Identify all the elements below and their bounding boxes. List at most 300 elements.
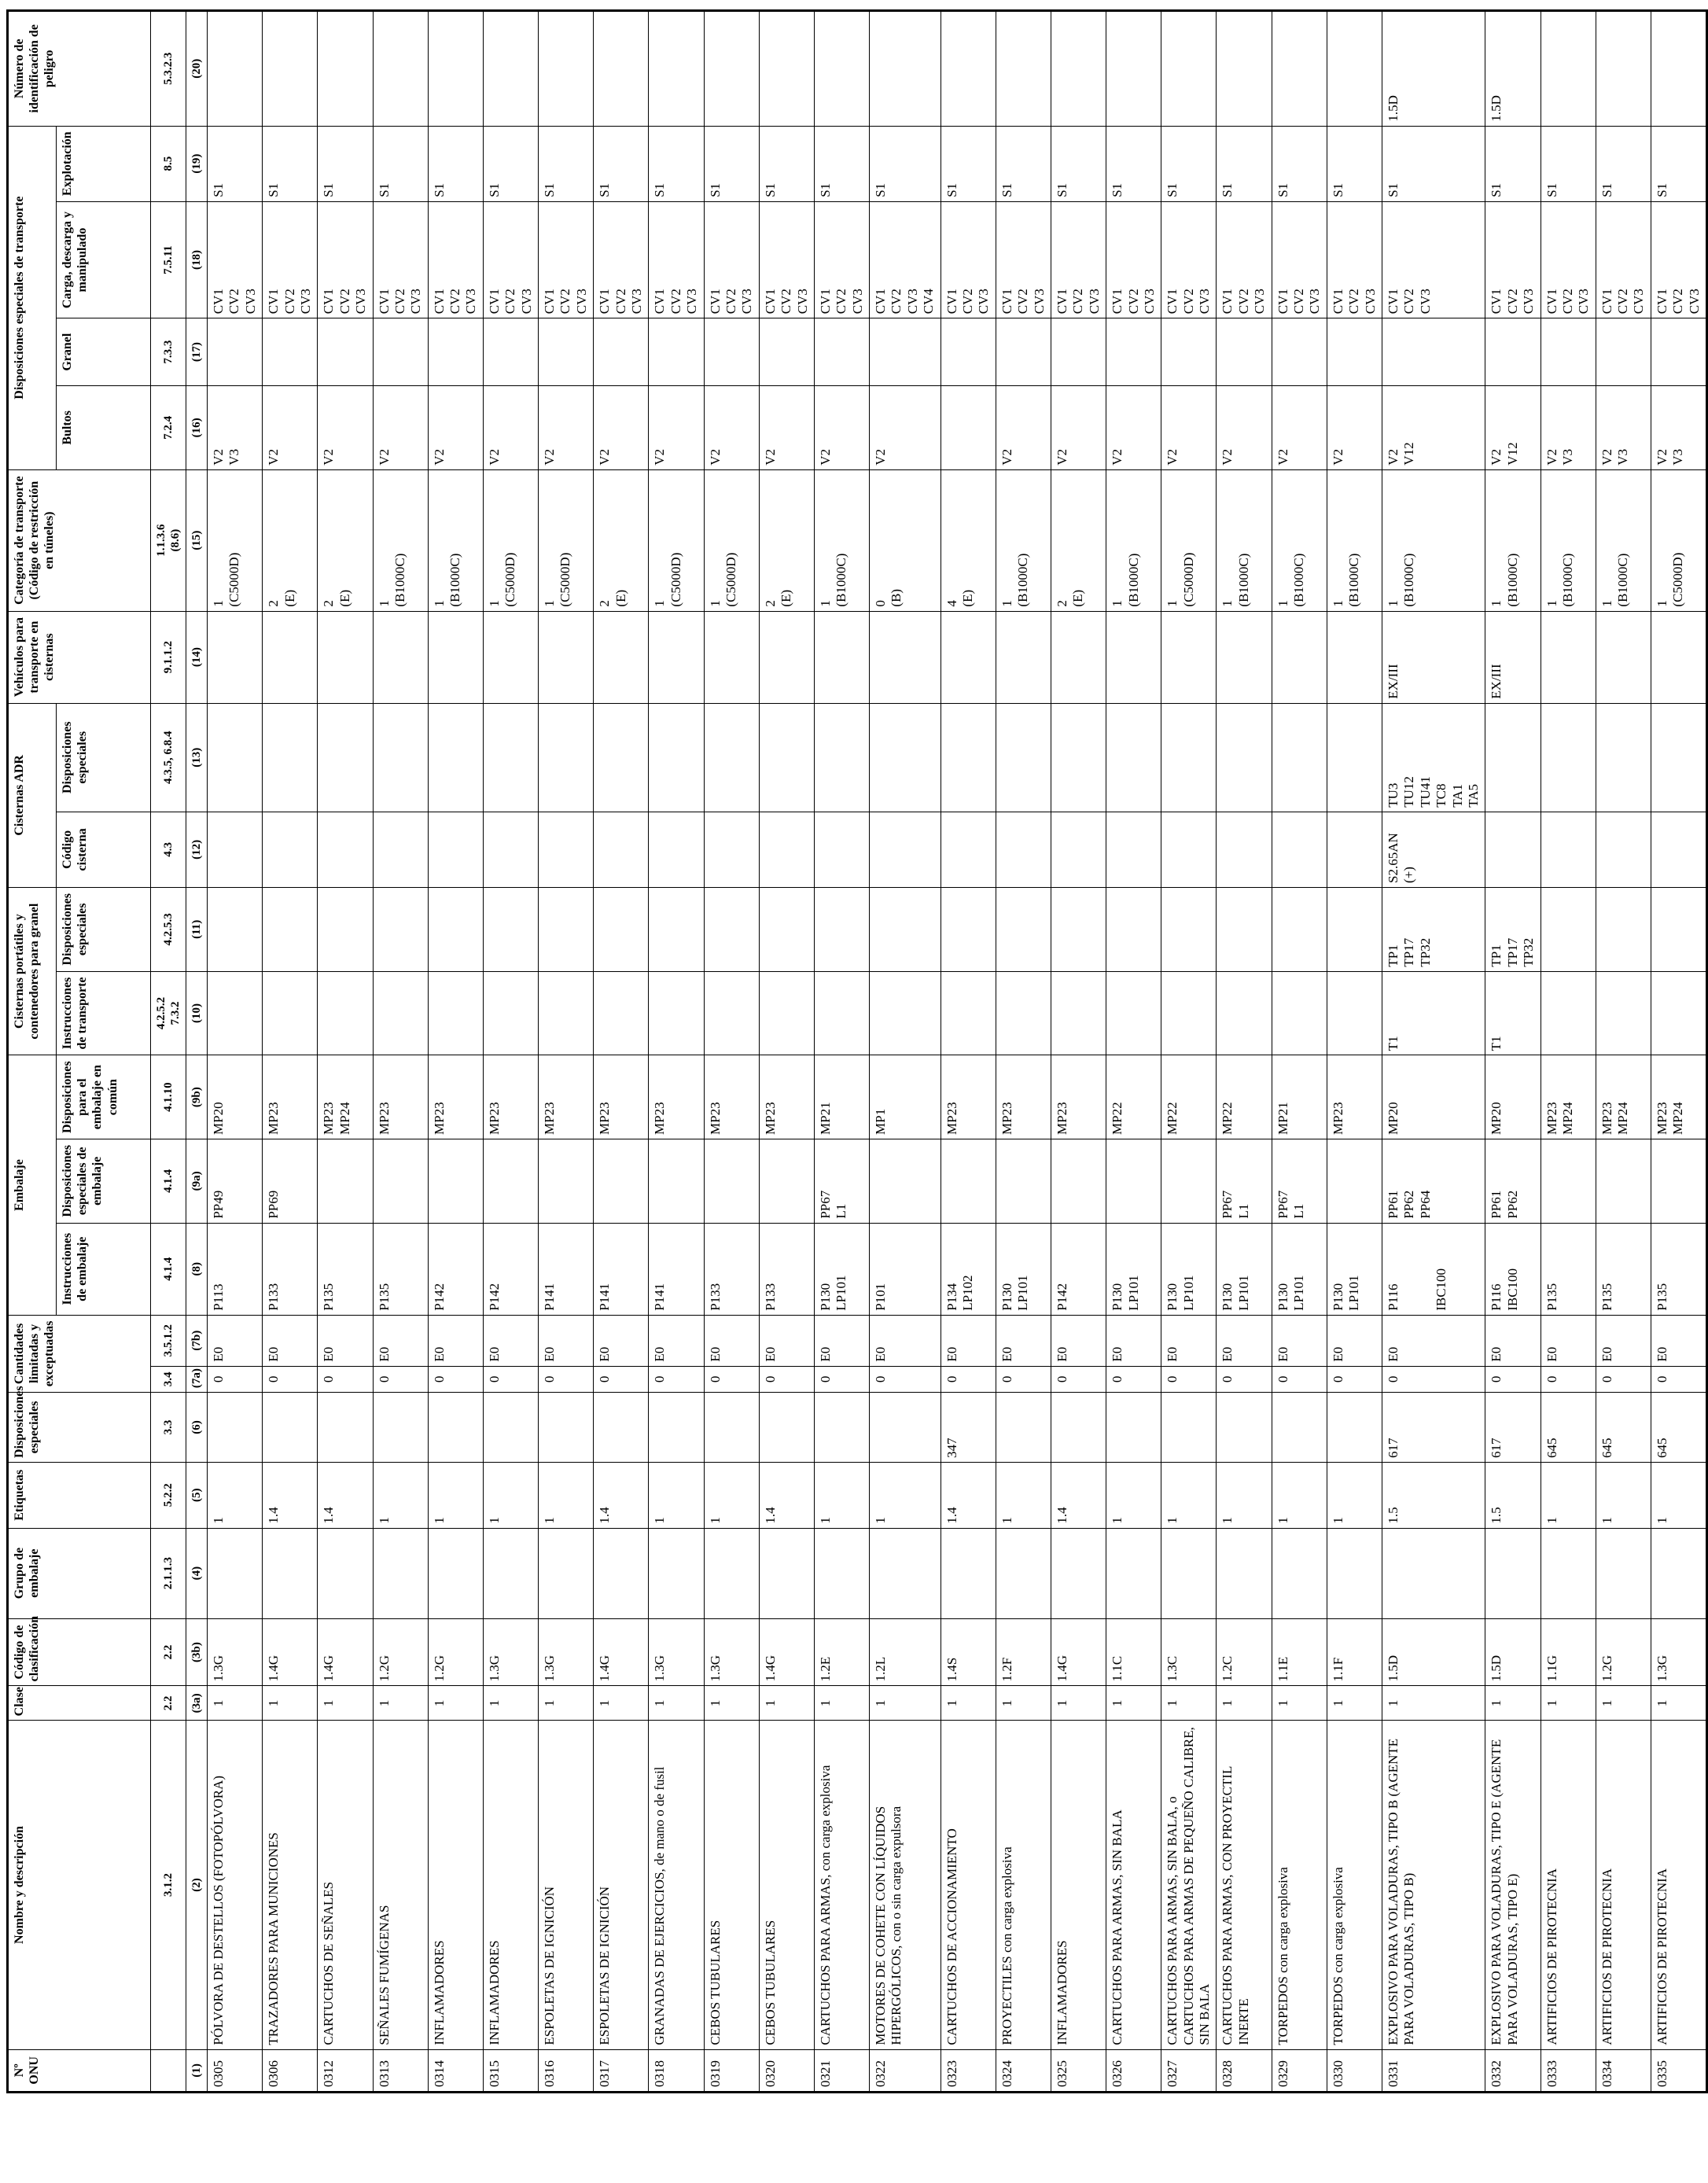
cell-operation-provision: S1: [996, 126, 1051, 201]
ref-cell: 9.1.1.2: [151, 611, 186, 703]
cell-limited-quantity: 0: [373, 1366, 428, 1392]
cell-packing-special-provision: [704, 1139, 759, 1223]
cell-hazard-id: [539, 11, 594, 127]
cell-packing-instruction: P116 IBC100: [1485, 1223, 1541, 1315]
cell-special-provisions: 617: [1485, 1393, 1541, 1463]
cell-operation-provision: S1: [263, 126, 318, 201]
cell-tank-special-provision: [704, 887, 759, 971]
cell-packages-provision: [941, 386, 996, 470]
cell-limited-quantity: 0: [649, 1366, 704, 1392]
cell-class: 1: [941, 1686, 996, 1721]
cell-un-number: 0315: [483, 2049, 538, 2092]
cell-packages-provision: V2: [1272, 386, 1327, 470]
cell-hazard-id: [263, 11, 318, 127]
cell-packing-instruction: P130 LP101: [1272, 1223, 1327, 1315]
cell-packing-instruction: P135: [1651, 1223, 1706, 1315]
cell-adr-tank-special-provision: [483, 703, 538, 812]
cell-hazard-id: [1272, 11, 1327, 127]
header-bulk: Granel: [57, 318, 151, 386]
dangerous-goods-table: [6, 9, 1708, 2093]
cell-packing-special-provision: PP67 L1: [814, 1139, 869, 1223]
cell-limited-quantity: 0: [1217, 1366, 1272, 1392]
cell-un-number: 0322: [870, 2049, 941, 2092]
cell-bulk-provision: [208, 318, 263, 386]
cell-mixed-packing: MP20: [1382, 1055, 1485, 1139]
cell-classification-code: 1.4S: [941, 1618, 996, 1686]
cell-limited-quantity: 0: [1485, 1366, 1541, 1392]
cell-transport-category: 1 (B1000C): [1596, 469, 1651, 611]
cell-mixed-packing: MP20: [1485, 1055, 1541, 1139]
ref-cell: 3.1.2: [151, 1721, 186, 2049]
cell-excepted-quantity: E0: [1327, 1315, 1382, 1366]
cell-loading-provision: CV1 CV2 CV3: [1106, 201, 1161, 318]
cell-tank-code: [1106, 812, 1161, 887]
cell-classification-code: 1.1E: [1272, 1618, 1327, 1686]
cell-un-number: 0317: [594, 2049, 649, 2092]
cell-excepted-quantity: E0: [1106, 1315, 1161, 1366]
cell-excepted-quantity: E0: [483, 1315, 538, 1366]
cell-special-provisions: [649, 1393, 704, 1463]
cell-bulk-provision: [649, 318, 704, 386]
column-number-row: [186, 11, 208, 2093]
table-row: [1596, 11, 1651, 2093]
cell-tank-instruction: [1272, 971, 1327, 1055]
cell-adr-tank-special-provision: [814, 703, 869, 812]
ref-cell: 4.3: [151, 812, 186, 887]
cell-mixed-packing: MP23 MP24: [318, 1055, 373, 1139]
cell-transport-category: 0 (B): [870, 469, 941, 611]
cell-loading-provision: CV1 CV2 CV3: [996, 201, 1051, 318]
cell-un-number: 0305: [208, 2049, 263, 2092]
cell-loading-provision: CV1 CV2 CV3: [1651, 201, 1706, 318]
cell-class: 1: [1382, 1686, 1485, 1721]
cell-adr-tank-special-provision: [1217, 703, 1272, 812]
cell-name: CARTUCHOS PARA ARMAS, CON PROYECTIL INERTE: [1217, 1721, 1272, 2049]
cell-limited-quantity: 0: [263, 1366, 318, 1392]
cell-name: CARTUCHOS PARA ARMAS, con carga explosiva: [814, 1721, 869, 2049]
cell-name: GRANADAS DE EJERCICIOS, de mano o de fusil: [649, 1721, 704, 2049]
cell-packing-special-provision: [318, 1139, 373, 1223]
cell-tank-code: [996, 812, 1051, 887]
cell-labels: 1: [1596, 1462, 1651, 1528]
cell-mixed-packing: MP20: [208, 1055, 263, 1139]
cell-bulk-provision: [704, 318, 759, 386]
cell-tank-instruction: [759, 971, 814, 1055]
ref-cell: 3.4: [151, 1366, 186, 1392]
cell-packing-instruction: P130 LP101: [1106, 1223, 1161, 1315]
cell-limited-quantity: 0: [483, 1366, 538, 1392]
cell-tank-instruction: [1217, 971, 1272, 1055]
cell-packing-group: [870, 1528, 941, 1618]
cell-excepted-quantity: E0: [1161, 1315, 1217, 1366]
cell-packing-special-provision: [483, 1139, 538, 1223]
table-row: [1106, 11, 1161, 2093]
cell-classification-code: 1.3G: [704, 1618, 759, 1686]
table-row: [1541, 11, 1596, 2093]
cell-packing-instruction: P130 LP101: [1327, 1223, 1382, 1315]
table-row: [870, 11, 941, 2093]
cell-packing-special-provision: [1161, 1139, 1217, 1223]
cell-tank-instruction: [941, 971, 996, 1055]
cell-bulk-provision: [1596, 318, 1651, 386]
cell-packages-provision: V2: [428, 386, 483, 470]
cell-adr-tank-special-provision: [649, 703, 704, 812]
cell-tank-vehicle: [1106, 611, 1161, 703]
cell-bulk-provision: [1651, 318, 1706, 386]
cell-class: 1: [594, 1686, 649, 1721]
cell-bulk-provision: [870, 318, 941, 386]
header-mixed-packing: Disposiciones para el embalaje en común: [57, 1055, 151, 1139]
cell-un-number: 0327: [1161, 2049, 1217, 2092]
cell-tank-vehicle: [649, 611, 704, 703]
table-row: [649, 11, 704, 2093]
cell-limited-quantity: 0: [318, 1366, 373, 1392]
cell-special-provisions: [1161, 1393, 1217, 1463]
cell-adr-tank-special-provision: [870, 703, 941, 812]
cell-operation-provision: S1: [1051, 126, 1106, 201]
cell-name: ARTIFICIOS DE PIROTECNIA: [1541, 1721, 1596, 2049]
table-row: [483, 11, 538, 2093]
cell-class: 1: [814, 1686, 869, 1721]
cell-excepted-quantity: E0: [1596, 1315, 1651, 1366]
cell-bulk-provision: [1382, 318, 1485, 386]
cell-tank-vehicle: [483, 611, 538, 703]
cell-tank-vehicle: [1272, 611, 1327, 703]
cell-labels: 1: [996, 1462, 1051, 1528]
ref-cell: 4.2.5.3: [151, 887, 186, 971]
cell-labels: 1: [483, 1462, 538, 1528]
header-adr-tank-special-provisions: Disposiciones especiales: [57, 703, 151, 812]
cell-tank-special-provision: [373, 887, 428, 971]
rotated-table-wrapper: [6, 9, 1702, 2093]
cell-hazard-id: [1541, 11, 1596, 127]
header-classification-code: Código de clasificación: [8, 1618, 151, 1686]
cell-un-number: 0326: [1106, 2049, 1161, 2092]
cell-loading-provision: CV1 CV2 CV3: [1051, 201, 1106, 318]
cell-adr-tank-special-provision: [318, 703, 373, 812]
cell-excepted-quantity: E0: [1485, 1315, 1541, 1366]
table-row: [428, 11, 483, 2093]
cell-tank-instruction: [373, 971, 428, 1055]
cell-packing-special-provision: [759, 1139, 814, 1223]
cell-tank-code: [941, 812, 996, 887]
cell-tank-instruction: [208, 971, 263, 1055]
cell-name: ESPOLETAS DE IGNICIÓN: [594, 1721, 649, 2049]
cell-packages-provision: V2 V3: [1541, 386, 1596, 470]
cell-loading-provision: CV1 CV2 CV3: [704, 201, 759, 318]
cell-limited-quantity: 0: [1272, 1366, 1327, 1392]
cell-tank-vehicle: [996, 611, 1051, 703]
cell-class: 1: [318, 1686, 373, 1721]
column-number-cell: (15): [186, 469, 208, 611]
cell-loading-provision: CV1 CV2 CV3: [1596, 201, 1651, 318]
cell-un-number: 0328: [1217, 2049, 1272, 2092]
cell-classification-code: 1.2F: [996, 1618, 1051, 1686]
cell-loading-provision: CV1 CV2 CV3: [373, 201, 428, 318]
cell-labels: 1.4: [941, 1462, 996, 1528]
cell-special-provisions: [428, 1393, 483, 1463]
cell-tank-special-provision: [1106, 887, 1161, 971]
cell-labels: 1: [1106, 1462, 1161, 1528]
header-labels: Etiquetas: [8, 1462, 151, 1528]
cell-limited-quantity: 0: [594, 1366, 649, 1392]
cell-packing-instruction: P135: [1541, 1223, 1596, 1315]
cell-packing-group: [1382, 1528, 1485, 1618]
cell-limited-quantity: 0: [1651, 1366, 1706, 1392]
cell-mixed-packing: MP22: [1106, 1055, 1161, 1139]
cell-special-provisions: [263, 1393, 318, 1463]
cell-hazard-id: [870, 11, 941, 127]
cell-packages-provision: V2 V3: [1651, 386, 1706, 470]
cell-class: 1: [1541, 1686, 1596, 1721]
cell-labels: 1: [428, 1462, 483, 1528]
cell-un-number: 0313: [373, 2049, 428, 2092]
cell-un-number: 0332: [1485, 2049, 1541, 2092]
cell-operation-provision: S1: [1382, 126, 1485, 201]
cell-excepted-quantity: E0: [1382, 1315, 1485, 1366]
cell-special-provisions: [1106, 1393, 1161, 1463]
cell-tank-code: [1651, 812, 1706, 887]
cell-tank-instruction: T1: [1382, 971, 1485, 1055]
column-number-cell: (2): [186, 1721, 208, 2049]
cell-tank-instruction: [1651, 971, 1706, 1055]
cell-tank-code: [594, 812, 649, 887]
cell-packing-instruction: P130 LP101: [1161, 1223, 1217, 1315]
cell-packing-instruction: P116 IBC100: [1382, 1223, 1485, 1315]
cell-packing-group: [996, 1528, 1051, 1618]
cell-adr-tank-special-provision: TU3 TU12 TU41 TC8 TA1 TA5: [1382, 703, 1485, 812]
cell-packing-special-provision: PP61 PP62 PP64: [1382, 1139, 1485, 1223]
cell-packing-group: [318, 1528, 373, 1618]
cell-classification-code: 1.2G: [373, 1618, 428, 1686]
column-number-cell: (18): [186, 201, 208, 318]
cell-tank-instruction: [1106, 971, 1161, 1055]
cell-packing-special-provision: PP67 L1: [1272, 1139, 1327, 1223]
cell-adr-tank-special-provision: [1161, 703, 1217, 812]
cell-classification-code: 1.4G: [1051, 1618, 1106, 1686]
cell-transport-category: 1 (B1000C): [1541, 469, 1596, 611]
cell-packages-provision: V2: [483, 386, 538, 470]
header-special-provisions: Disposiciones especiales: [8, 1393, 151, 1463]
cell-class: 1: [759, 1686, 814, 1721]
cell-packing-group: [759, 1528, 814, 1618]
cell-name: INFLAMADORES: [483, 1721, 538, 2049]
cell-labels: 1.4: [594, 1462, 649, 1528]
cell-tank-special-provision: [870, 887, 941, 971]
cell-labels: 1.4: [318, 1462, 373, 1528]
cell-packing-group: [373, 1528, 428, 1618]
cell-hazard-id: [814, 11, 869, 127]
cell-packing-special-provision: [1327, 1139, 1382, 1223]
cell-packing-special-provision: [594, 1139, 649, 1223]
cell-packages-provision: V2: [318, 386, 373, 470]
cell-operation-provision: S1: [1541, 126, 1596, 201]
cell-loading-provision: CV1 CV2 CV3: [649, 201, 704, 318]
cell-loading-provision: CV1 CV2 CV3: [814, 201, 869, 318]
cell-tank-vehicle: [263, 611, 318, 703]
cell-excepted-quantity: E0: [263, 1315, 318, 1366]
cell-labels: 1: [1217, 1462, 1272, 1528]
cell-transport-category: 1 (B1000C): [1106, 469, 1161, 611]
cell-excepted-quantity: E0: [594, 1315, 649, 1366]
cell-excepted-quantity: E0: [941, 1315, 996, 1366]
cell-mixed-packing: MP23: [996, 1055, 1051, 1139]
cell-special-provisions: 617: [1382, 1393, 1485, 1463]
cell-name: ARTIFICIOS DE PIROTECNIA: [1651, 1721, 1706, 2049]
column-number-cell: (9a): [186, 1139, 208, 1223]
header-loading-handling: Carga, descarga y manipulado: [57, 201, 151, 318]
cell-class: 1: [996, 1686, 1051, 1721]
cell-operation-provision: S1: [1651, 126, 1706, 201]
cell-special-provisions: [208, 1393, 263, 1463]
cell-packing-special-provision: [941, 1139, 996, 1223]
cell-packages-provision: V2 V12: [1382, 386, 1485, 470]
cell-limited-quantity: 0: [539, 1366, 594, 1392]
cell-packing-special-provision: [649, 1139, 704, 1223]
table-row: [759, 11, 814, 2093]
cell-tank-code: [649, 812, 704, 887]
cell-packing-group: [649, 1528, 704, 1618]
cell-classification-code: 1.2G: [1596, 1618, 1651, 1686]
header-adr-tanks-group: Cisternas ADR: [8, 703, 57, 887]
cell-special-provisions: 645: [1651, 1393, 1706, 1463]
cell-operation-provision: S1: [759, 126, 814, 201]
cell-packages-provision: V2: [870, 386, 941, 470]
cell-excepted-quantity: E0: [1272, 1315, 1327, 1366]
header-name: Nombre y descripción: [8, 1721, 151, 2049]
cell-packing-instruction: P130 LP101: [1217, 1223, 1272, 1315]
cell-name: EXPLOSIVO PARA VOLADURAS, TIPO B (AGENTE PARA VOLADURAS, TIPO B): [1382, 1721, 1485, 2049]
column-number-cell: (9b): [186, 1055, 208, 1139]
cell-loading-provision: CV1 CV2 CV3: [483, 201, 538, 318]
cell-limited-quantity: 0: [1382, 1366, 1485, 1392]
cell-bulk-provision: [941, 318, 996, 386]
cell-packing-special-provision: [539, 1139, 594, 1223]
cell-loading-provision: CV1 CV2 CV3: [1327, 201, 1382, 318]
cell-tank-code: [428, 812, 483, 887]
cell-operation-provision: S1: [539, 126, 594, 201]
table-row: [1327, 11, 1382, 2093]
cell-loading-provision: CV1 CV2 CV3: [941, 201, 996, 318]
cell-packing-instruction: P142: [483, 1223, 538, 1315]
cell-mixed-packing: MP23: [1051, 1055, 1106, 1139]
cell-name: PÓLVORA DE DESTELLOS (FOTOPÓLVORA): [208, 1721, 263, 2049]
cell-packing-instruction: P133: [704, 1223, 759, 1315]
cell-loading-provision: CV1 CV2 CV3: [263, 201, 318, 318]
cell-limited-quantity: 0: [428, 1366, 483, 1392]
cell-tank-instruction: [318, 971, 373, 1055]
cell-name: CARTUCHOS DE SEÑALES: [318, 1721, 373, 2049]
column-number-cell: (6): [186, 1393, 208, 1463]
cell-packing-group: [539, 1528, 594, 1618]
table-row: [996, 11, 1051, 2093]
cell-excepted-quantity: E0: [759, 1315, 814, 1366]
ref-cell: 2.1.1.3: [151, 1528, 186, 1618]
cell-tank-instruction: [814, 971, 869, 1055]
cell-special-provisions: [1327, 1393, 1382, 1463]
cell-special-provisions: [594, 1393, 649, 1463]
cell-bulk-provision: [1541, 318, 1596, 386]
cell-transport-category: 1 (B1000C): [1217, 469, 1272, 611]
cell-loading-provision: CV1 CV2 CV3: [428, 201, 483, 318]
cell-loading-provision: CV1 CV2 CV3: [594, 201, 649, 318]
cell-un-number: 0330: [1327, 2049, 1382, 2092]
cell-un-number: 0314: [428, 2049, 483, 2092]
cell-tank-code: [483, 812, 538, 887]
cell-hazard-id: 1.5D: [1485, 11, 1541, 127]
cell-loading-provision: CV1 CV2 CV3: [1382, 201, 1485, 318]
cell-operation-provision: S1: [704, 126, 759, 201]
cell-hazard-id: [1596, 11, 1651, 127]
cell-tank-vehicle: [318, 611, 373, 703]
cell-labels: 1.4: [1051, 1462, 1106, 1528]
cell-un-number: 0329: [1272, 2049, 1327, 2092]
cell-transport-category: 1 (C5000D): [208, 469, 263, 611]
column-number-cell: (7a): [186, 1366, 208, 1392]
cell-mixed-packing: MP21: [1272, 1055, 1327, 1139]
cell-name: PROYECTILES con carga explosiva: [996, 1721, 1051, 2049]
cell-packing-group: [814, 1528, 869, 1618]
cell-tank-vehicle: EX/III: [1382, 611, 1485, 703]
cell-hazard-id: [704, 11, 759, 127]
table-row: [208, 11, 263, 2093]
column-number-cell: (14): [186, 611, 208, 703]
table-row: [1485, 11, 1541, 2093]
cell-packing-instruction: P113: [208, 1223, 263, 1315]
cell-packing-group: [263, 1528, 318, 1618]
cell-tank-code: [539, 812, 594, 887]
header-tank-special-provisions: Disposiciones especiales: [57, 887, 151, 971]
cell-class: 1: [483, 1686, 538, 1721]
cell-class: 1: [1485, 1686, 1541, 1721]
cell-tank-vehicle: [1541, 611, 1596, 703]
cell-packing-group: [941, 1528, 996, 1618]
cell-operation-provision: S1: [814, 126, 869, 201]
cell-tank-vehicle: EX/III: [1485, 611, 1541, 703]
cell-adr-tank-special-provision: [208, 703, 263, 812]
cell-operation-provision: S1: [1161, 126, 1217, 201]
header-operation: Explotación: [57, 126, 151, 201]
cell-packages-provision: V2: [263, 386, 318, 470]
cell-bulk-provision: [1272, 318, 1327, 386]
column-number-cell: (11): [186, 887, 208, 971]
cell-tank-code: [759, 812, 814, 887]
cell-adr-tank-special-provision: [941, 703, 996, 812]
cell-tank-code: [1217, 812, 1272, 887]
cell-packing-instruction: P133: [759, 1223, 814, 1315]
cell-packing-group: [1327, 1528, 1382, 1618]
cell-packing-group: [1651, 1528, 1706, 1618]
table-body: [208, 11, 1707, 2093]
cell-limited-quantity: 0: [759, 1366, 814, 1392]
header-transport-category: Categoría de transporte (Código de restricción en túneles): [8, 469, 151, 611]
cell-limited-quantity: 0: [1596, 1366, 1651, 1392]
cell-hazard-id: [483, 11, 538, 127]
cell-transport-category: 1 (C5000D): [483, 469, 538, 611]
cell-operation-provision: S1: [1106, 126, 1161, 201]
cell-packing-group: [1596, 1528, 1651, 1618]
cell-labels: 1: [1161, 1462, 1217, 1528]
cell-excepted-quantity: E0: [870, 1315, 941, 1366]
cell-adr-tank-special-provision: [704, 703, 759, 812]
cell-un-number: 0312: [318, 2049, 373, 2092]
cell-classification-code: 1.3C: [1161, 1618, 1217, 1686]
ref-cell: 3.3: [151, 1393, 186, 1463]
cell-hazard-id: 1.5D: [1382, 11, 1485, 127]
cell-operation-provision: S1: [594, 126, 649, 201]
header-packing-group: Grupo de embalaje: [8, 1528, 151, 1618]
cell-hazard-id: [941, 11, 996, 127]
